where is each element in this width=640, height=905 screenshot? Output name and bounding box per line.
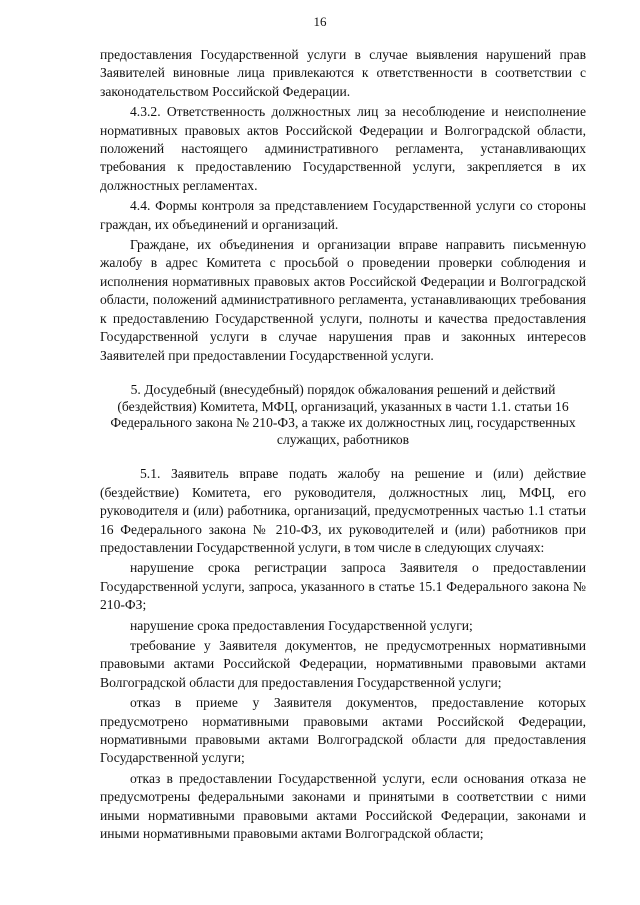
document-body: [100, 46, 586, 845]
list-item-registration-delay: нарушение срока регистрации запроса Заявителя о предоставлении Государственной услуги, запроса, указанного в статье 15.1 Федерального закона № 210-ФЗ;: [100, 560, 586, 613]
paragraph-5-1: 5.1. Заявитель вправе подать жалобу на решение и (или) действие (бездействие) Комитета, его руководителя, должностных лиц, МФЦ, его руководителя и (или) работника, организаций, предусмотренных частью 1.1 статьи 16 Федерального закона № 210-ФЗ, их руководителей и (или) работников при предоставлении Государственной услуги, в том числе в следующих случаях:: [100, 466, 586, 555]
page-number: 16: [313, 14, 327, 29]
list-item-document-refusal: отказ в приеме у Заявителя документов, предоставление которых предусмотрено нормативными правовыми актами Российской Федерации, нормативными правовыми актами Волгоградской области для предоставления Государственной услуги;: [100, 695, 586, 766]
paragraph-liability-continuation: предоставления Государственной услуги в случае выявления нарушений прав Заявителей виновные лица привлекаются к ответственности в соответствии с законодательством Российской Федерации.: [100, 47, 586, 99]
list-item-service-delay: нарушение срока предоставления Государственной услуги;: [130, 617, 473, 633]
list-item-service-refusal: отказ в предоставлении Государственной услуги, если основания отказа не предусмотрены федеральными законами и принятыми в соответствии с ними иными нормативными правовыми актами Российской Федерации, законами и иными нормативными правовыми актами Волгоградской области;: [100, 770, 586, 841]
section-5-heading: 5. Досудебный (внесудебный) порядок обжалования решений и действий (бездействия) Комитета, МФЦ, организаций, указанных в части 1.1. статьи 16 Федерального закона № 210-ФЗ, а также их должностных лиц, государственных служащих, работников: [110, 381, 576, 447]
paragraph-4-4: 4.4. Формы контроля за представлением Государственной услуги со стороны граждан, их объединений и организаций.: [100, 198, 586, 232]
paragraph-4-3-2: 4.3.2. Ответственность должностных лиц за несоблюдение и неисполнение нормативных правовых актов Российской Федерации и Волгоградской области, положений настоящего административного регламента, устанавливающих требования к предоставлению Государственной услуги, закрепляется в их должностных регламентах.: [100, 104, 586, 193]
paragraph-citizens-complaint: Граждане, их объединения и организации вправе направить письменную жалобу в адрес Комитета с просьбой о проведении проверки соблюдения и исполнения нормативных правовых актов Российской Федерации и Волгоградской области, положений административного регламента, устанавливающих требования к предоставлению Государственной услуги, полноты и качества предоставления Государственной услуги в случае нарушения прав и законных интересов Заявителей при предоставлении Государственной услуги.: [100, 237, 586, 363]
list-item-document-demand: требование у Заявителя документов, не предусмотренных нормативными правовыми актами Российской Федерации, нормативными правовыми актами Волгоградской области для предоставления Государственной услуги;: [100, 637, 586, 690]
